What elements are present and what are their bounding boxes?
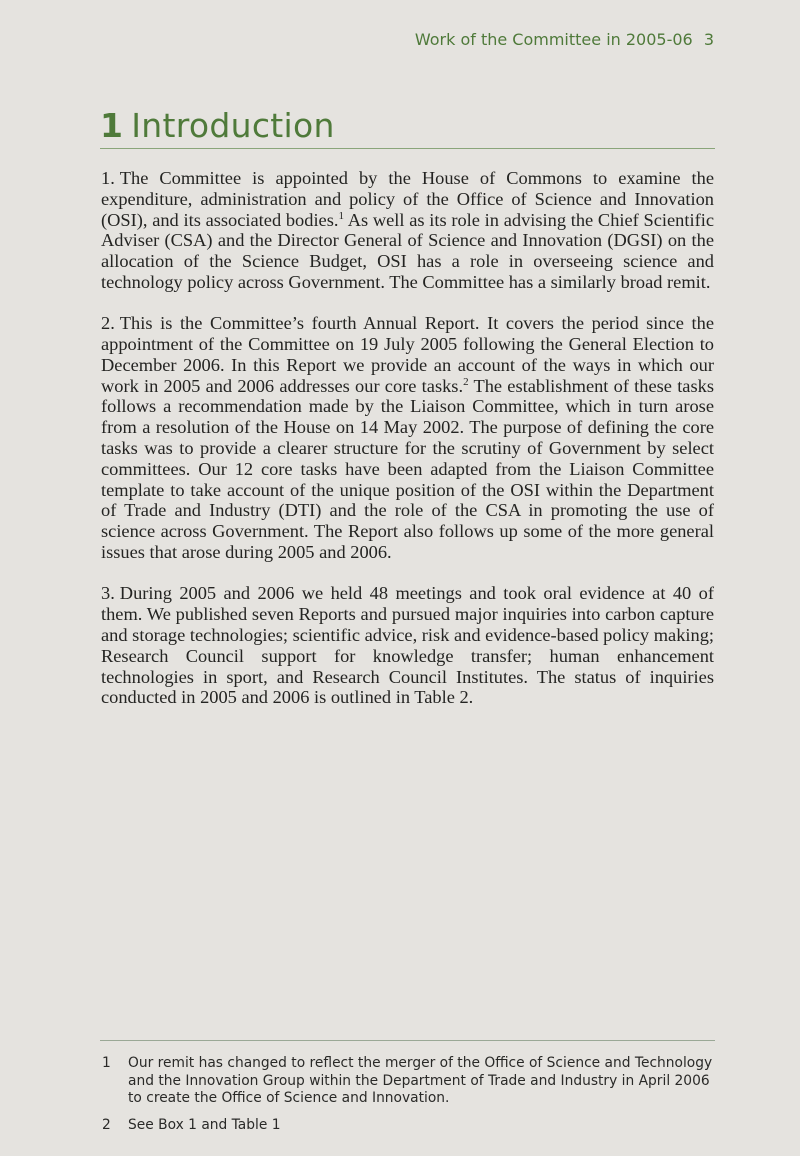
page-number: 3: [703, 30, 714, 49]
footnote-number: 2: [102, 1116, 111, 1133]
footnotes: [100, 1055, 720, 1143]
footnote-rule: [100, 1040, 715, 1041]
title-rule: [100, 148, 715, 149]
running-title: Work of the Committee in 2005-06: [414, 30, 693, 49]
paragraph-text: The establishment of these tasks follows a recommendation made by the Liaison Committee, which in turn arose from a resolution of the House on 14 May 2002. The purpose of defining the core tasks was to provide a clearer structure for the scrutiny of Government by select committees. Our 12 core tasks have been adapted from the Liaison Committee template to take account of the unique position of the OSI within the Department of Trade and Industry (DTI) and the role of the CSA in promoting the use of science across Government. The Report also follows up some of the more general issues that arose during 2005 and 2006.: [101, 375, 714, 563]
paragraph-2: [101, 313, 714, 563]
body-text: [101, 168, 714, 729]
running-header: [415, 30, 714, 49]
paragraph-number: 3.: [101, 583, 115, 604]
paragraph-text: The Committee is appointed by the House of Commons to examine the expenditure, administration and policy of the Office of Science and Innovation (OSI), and its associated bodies.: [101, 168, 714, 230]
footnote-ref[interactable]: 2: [463, 375, 469, 388]
paragraph-text: As well as its role in advising the Chief Scientific Adviser (CSA) and the Director General of Science and Innovation (DGSI) on the allocation of the Science Budget, OSI has a role in overseeing science and technology policy across Government. The Committee has a similarly broad remit.: [101, 209, 714, 292]
footnote-number: 1: [102, 1055, 111, 1071]
footnote-text: See Box 1 and Table 1: [128, 1116, 281, 1133]
chapter-title-text: Introduction: [131, 106, 335, 145]
paragraph-1: [101, 168, 714, 293]
chapter-title: [100, 104, 335, 148]
chapter-number: 1: [100, 106, 124, 145]
footnote-ref[interactable]: 1: [338, 209, 344, 222]
paragraph-text: During 2005 and 2006 we held 48 meetings and took oral evidence at 40 of them. We published seven Reports and pursued major inquiries into carbon capture and storage technologies; scientific advice, risk and evidence-based policy making; Research Council support for knowledge transfer; human enhancement technologies in sport, and Research Council Institutes. The status of inquiries conducted in 2005 and 2006 is outlined in Table 2.: [101, 583, 714, 708]
footnote-text: Our remit has changed to reflect the merger of the Office of Science and Technology and the Innovation Group within the Department of Trade and Industry in April 2006 to create the Office of Science and Innovation.: [128, 1055, 713, 1106]
paragraph-number: 1.: [101, 168, 115, 188]
paragraph-3: [101, 583, 714, 708]
footnote: [100, 1117, 720, 1135]
paragraph-text: This is the Committee’s fourth Annual Report. It covers the period since the appointment of the Committee on 19 July 2005 following the General Election to December 2006. In this Report we provide an account of the ways in which our work in 2005 and 2006 addresses our core tasks.: [101, 313, 714, 396]
footnote: [100, 1055, 720, 1108]
paragraph-number: 2.: [101, 313, 115, 334]
